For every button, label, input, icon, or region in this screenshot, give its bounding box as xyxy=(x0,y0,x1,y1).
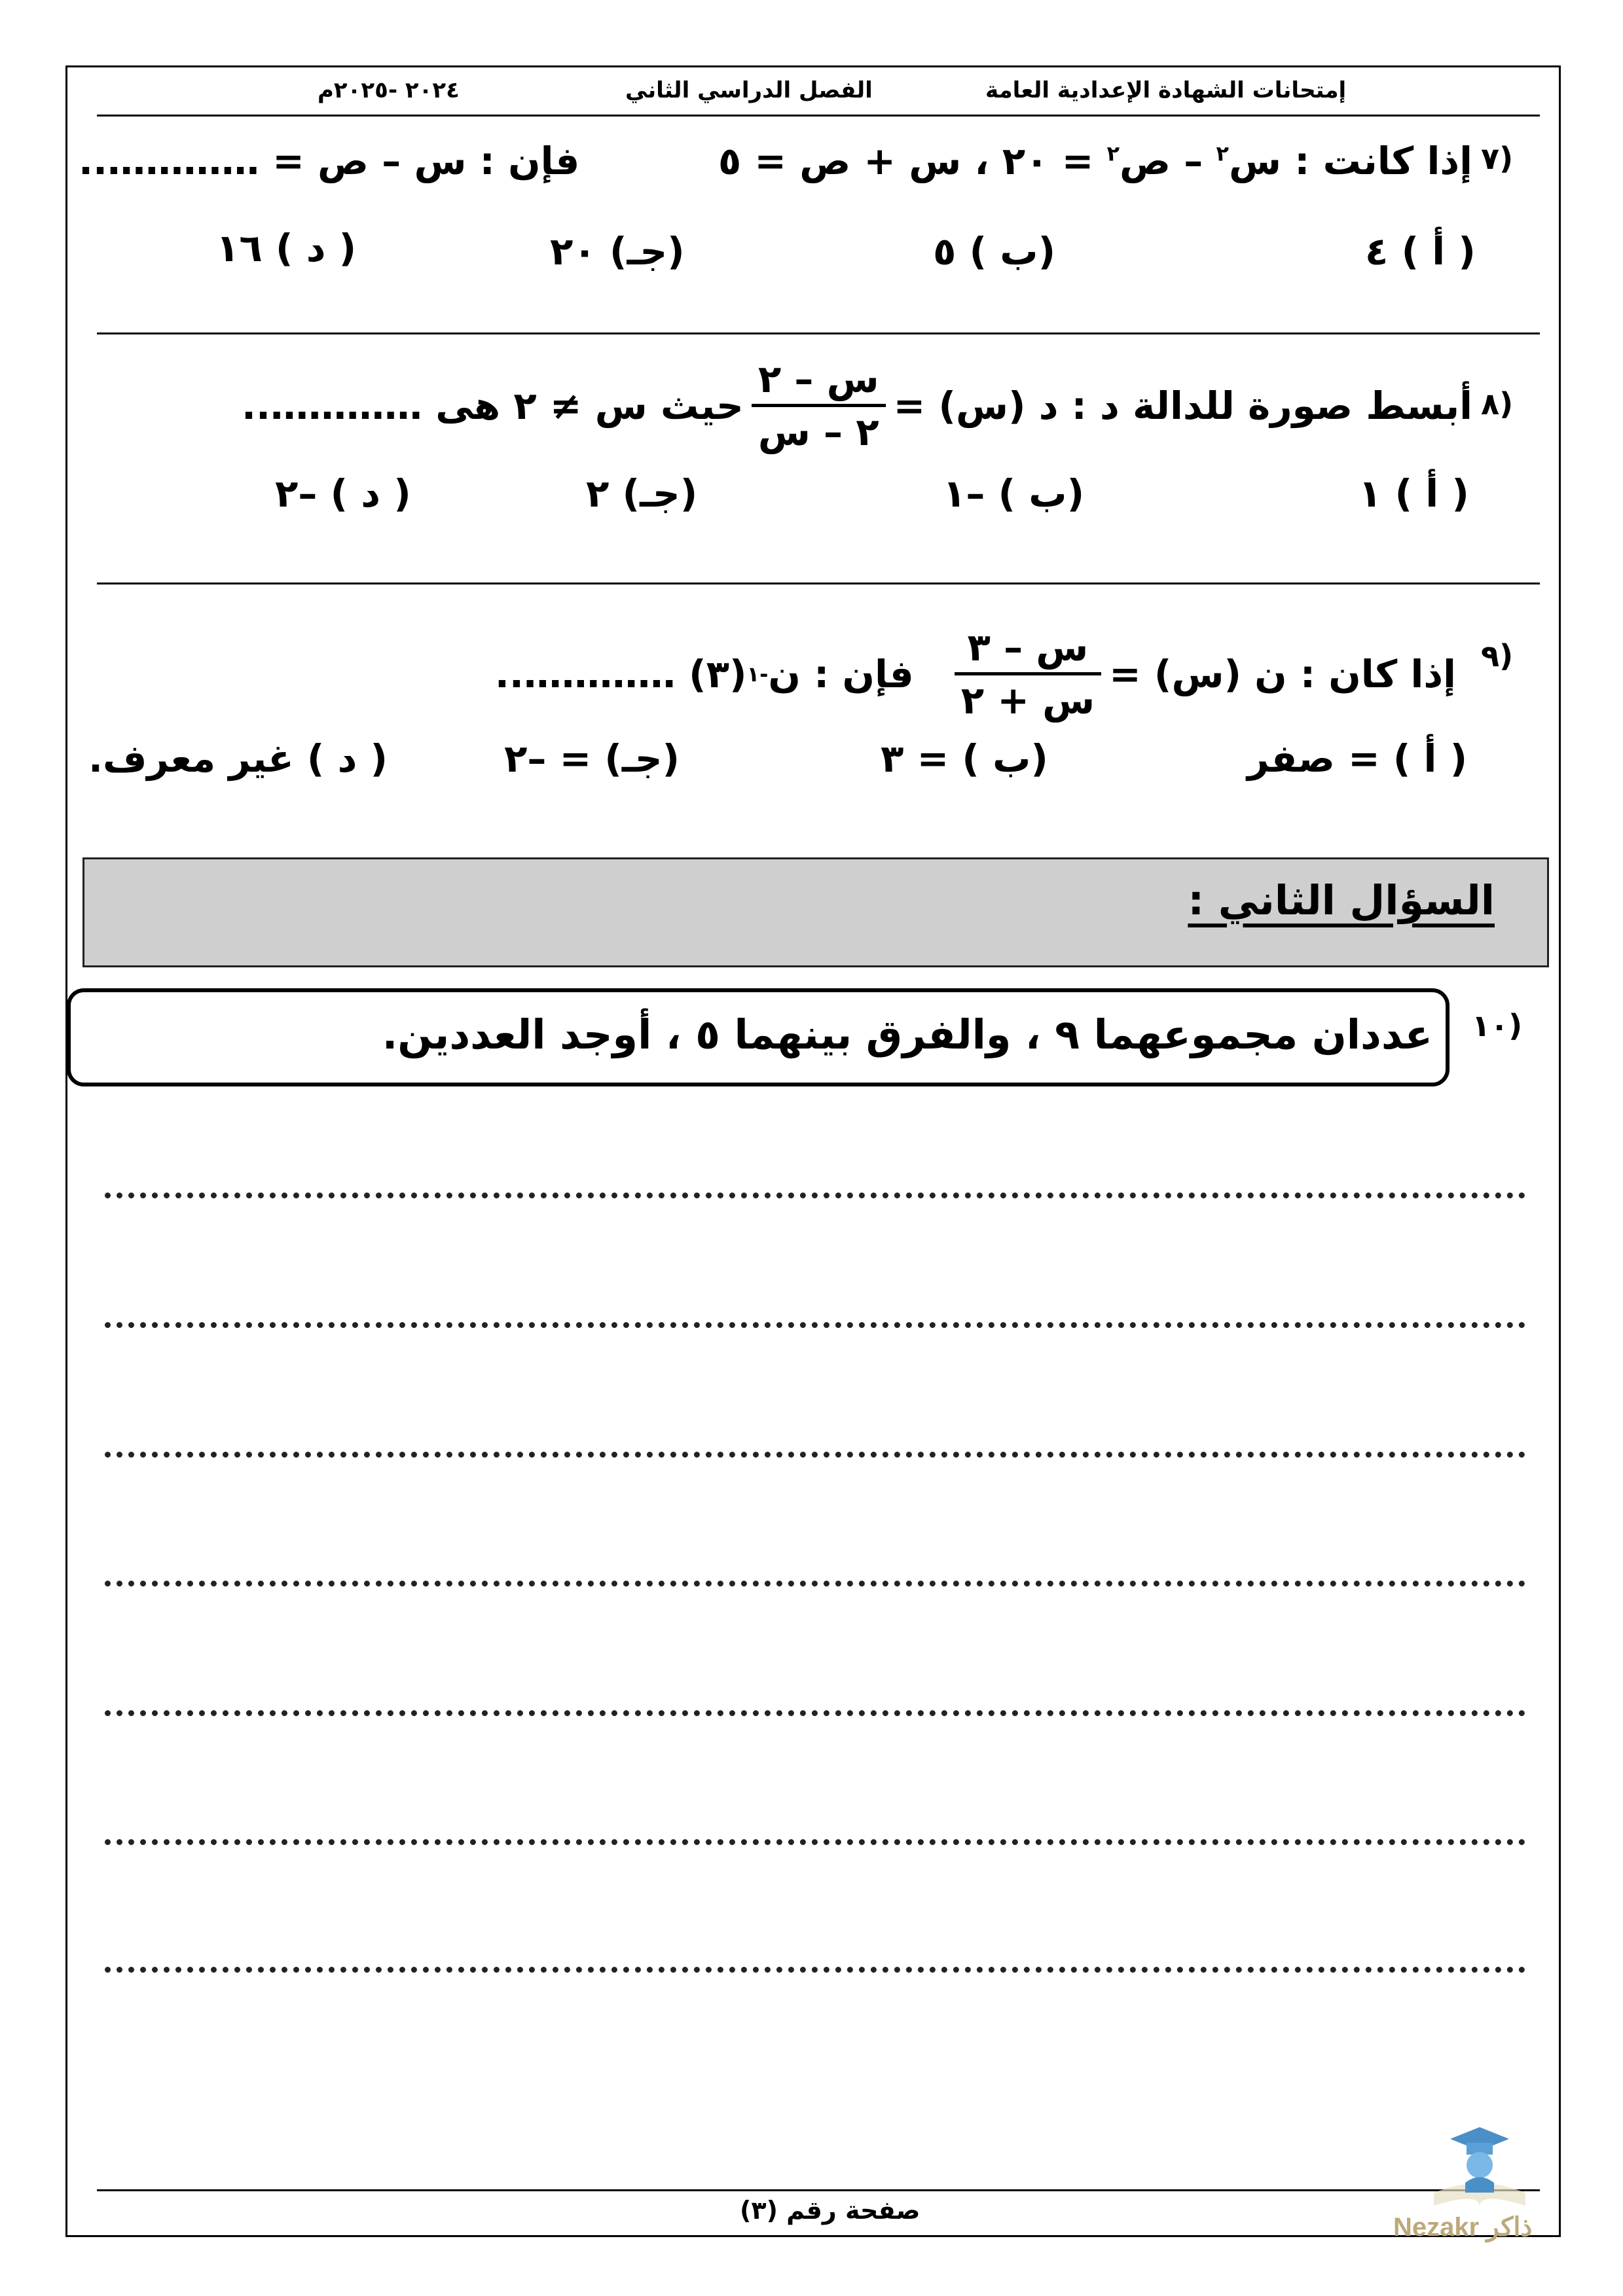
q8-option-c: (جـ) ٢ xyxy=(586,471,698,516)
q9-option-c: (جـ) = –٢ xyxy=(504,736,680,781)
term-label: الفصل الدراسي الثاني xyxy=(625,77,873,103)
q9-option-d: ( د ) غير معرف. xyxy=(88,736,388,781)
q10-box xyxy=(67,988,1450,1086)
q7-ask: فإن : س – ص = ………….. xyxy=(79,139,580,183)
section-two-title: السؤال الثاني : xyxy=(1188,876,1495,924)
q7-option-a: ( أ ) ٤ xyxy=(1365,229,1476,274)
q8-fraction: $\frac{\text{س – ٢}}{\text{٢ – س}}$ xyxy=(752,357,886,454)
q8-option-b: (ب ) –١ xyxy=(943,471,1085,516)
answer-line[interactable] xyxy=(105,1452,1525,1458)
q7-option-b: (ب ) ٥ xyxy=(933,229,1056,274)
logo-text: Nezakr ذاكر xyxy=(1393,2213,1533,2242)
nezakr-logo xyxy=(1388,2114,1571,2245)
q8-option-a: ( أ ) ١ xyxy=(1359,471,1469,516)
q9-text: إذا كان : ن (س) = $\frac{\text{س – ٣}}{\text{س + ٢}}$ فإن : ن -١ (٣) ………….. xyxy=(494,625,1456,723)
divider-8-9 xyxy=(97,583,1540,584)
q7-option-c: (جـ) ٢٠ xyxy=(550,229,685,274)
q7-option-d: ( د ) ١٦ xyxy=(216,226,357,270)
answer-line[interactable] xyxy=(105,1967,1525,1973)
answer-line[interactable] xyxy=(105,1193,1525,1198)
q8-number: ٨) xyxy=(1481,386,1514,422)
q9-fraction: $\frac{\text{س – ٣}}{\text{س + ٢}}$ xyxy=(955,625,1101,723)
q8-option-d: ( د ) –٢ xyxy=(275,471,411,516)
academic-year: ٢٠٢٤ -٢٠٢٥م xyxy=(318,77,460,103)
answer-line[interactable] xyxy=(105,1839,1525,1845)
q8-text: أبسط صورة للدالة د : د (س) = $\frac{\text{س – ٢}}{\text{٢ – س}}$ حيث س ≠ ٢ هى ………….. xyxy=(241,357,1472,454)
section-two-banner xyxy=(82,857,1549,967)
answer-line[interactable] xyxy=(105,1710,1525,1716)
header-divider xyxy=(97,115,1540,117)
q10-number: ١٠) xyxy=(1472,1008,1523,1043)
footer-divider xyxy=(97,2189,1540,2191)
answer-line[interactable] xyxy=(105,1322,1525,1328)
q10-text: عددان مجموعهما ٩ ، والفرق بينهما ٥ ، أوجد العددين. xyxy=(382,1011,1432,1058)
answer-line[interactable] xyxy=(105,1581,1525,1587)
page-number: صفحة رقم (٣) xyxy=(740,2196,921,2225)
q9-option-a: ( أ ) = صفر xyxy=(1247,736,1468,781)
q7-number: ٧) xyxy=(1481,141,1514,176)
q9-number: ٩) xyxy=(1481,638,1514,673)
divider-7-8 xyxy=(97,332,1540,334)
exam-title: إمتحانات الشهادة الإعدادية العامة xyxy=(985,77,1347,103)
q9-option-b: (ب ) = ٣ xyxy=(881,736,1048,781)
q7-text: إذا كانت : س$^٢$ – ص$^٢$ = ٢٠ ، س + ص = ٥ xyxy=(718,139,1472,183)
